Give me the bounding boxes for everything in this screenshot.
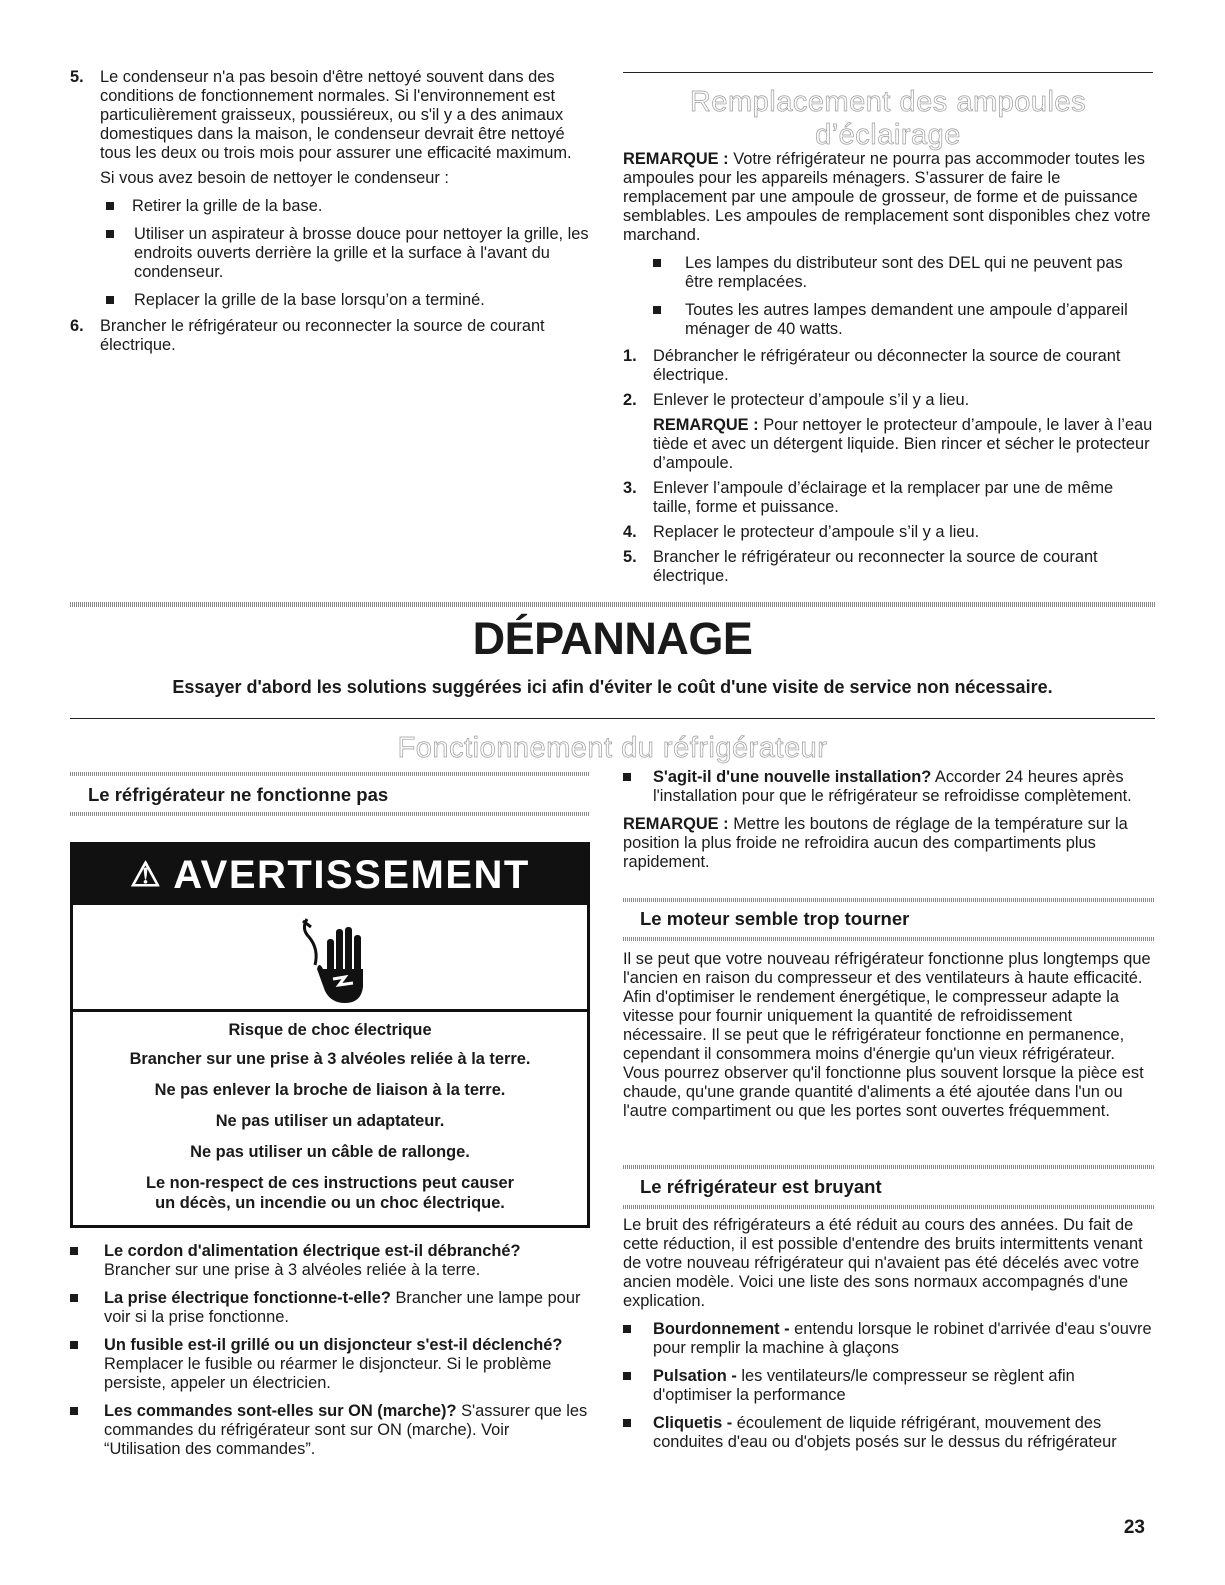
hatched-divider: [623, 1205, 1155, 1209]
condenser-section: [70, 68, 590, 355]
step-5-subtext: Si vous avez besoin de nettoyer le condenseur :: [100, 169, 449, 187]
warning-line: Le non-respect de ces instructions peut causer: [146, 1174, 514, 1192]
warning-risk: Risque de choc électrique: [228, 1021, 432, 1039]
step-5-text: Le condenseur n'a pas besoin d'être nettoyé souvent dans des conditions de fonctionnement normales. Si l'environnement est particulièrement graisseux, poussiéreux, ou s'il y a des animaux domestiques dans la maison, le condenseur devrait être nettoyé tous les deux ou trois mois pour assurer une efficacité maximum.: [100, 68, 572, 162]
warning-separator: [73, 1009, 587, 1012]
motor-text: Il se peut que votre nouveau réfrigérateur fonctionne plus longtemps que l'ancien en raison du compresseur et des ventilateurs à haute efficacité. Afin d'optimiser le rendement énergétique, le compresseur adapte la vitesse pour fournir uniquement la quantité de refroidissement nécessaire. Il se peut que le réfrigérateur fonctionne en permanence, cependant il consommera moins d'énergie qu'un vieux réfrigérateur. Vous pourrez observer qu'il fonctionne plus souvent lorsque la pièce est chaude, qu'une grande quantité d'aliments a été ajoutée dans l'un ou l'autre compartiment ou que les portes sont ouvertes fréquemment.: [623, 950, 1151, 1120]
bullet-icon: [106, 202, 114, 210]
bulb-step-3: 3. Enlever l’ampoule d’éclairage et la remplacer par une de même taille, forme et puissance.: [623, 479, 1114, 516]
hatched-divider: [623, 1165, 1155, 1169]
bullet-icon: [70, 1407, 78, 1415]
list-item: Utiliser un aspirateur à brosse douce pour nettoyer la grille, les endroits ouverts derrière la grille et la surface à l'avant du condenseur.: [100, 225, 590, 282]
warning-line: Ne pas utiliser un adaptateur.: [215, 1112, 445, 1130]
electric-shock-hand-icon: [297, 913, 373, 1005]
bulb-step-1: 1. Débrancher le réfrigérateur ou déconnecter la source de courant électrique.: [623, 347, 1121, 384]
motor-heading: Le moteur semble trop tourner: [640, 908, 910, 929]
not-working-questions: [70, 1242, 590, 1459]
list-item: Bourdonnement - entendu lorsque le robinet d'arrivée d'eau s'ouvre pour remplir la machine à glaçons: [623, 1320, 1153, 1358]
hatched-divider: [623, 937, 1155, 941]
page-number: 23: [1123, 1517, 1145, 1538]
bullet-icon: [623, 1325, 631, 1333]
list-item: S'agit-il d'une nouvelle installation? Accorder 24 heures après l'installation pour que le réfrigérateur se refroidisse complètement.: [623, 768, 1153, 806]
list-item: Pulsation - les ventilateurs/le compresseur se règlent afin d'optimiser la performance: [623, 1367, 1153, 1405]
section-title: Fonctionnement du réfrigérateur: [397, 732, 828, 764]
bullet-icon: [623, 1372, 631, 1380]
warning-line: Brancher sur une prise à 3 alvéoles reliée à la terre.: [129, 1050, 531, 1068]
new-install-block: [623, 768, 1153, 872]
page-title: DÉPANNAGE: [472, 613, 753, 664]
list-item: Retirer la grille de la base.: [100, 197, 620, 216]
bullet-icon: [106, 230, 114, 238]
hatched-divider: [70, 772, 590, 776]
noisy-section: [623, 1216, 1153, 1452]
step-6: 6. Brancher le réfrigérateur ou reconnecter la source de courant électrique.: [70, 317, 545, 354]
bullet-icon: [106, 296, 114, 304]
bulb-section: [623, 150, 1153, 586]
page-subtitle: Essayer d'abord les solutions suggérées ici afin d'éviter le coût d'une visite de service non nécessaire.: [172, 677, 1053, 697]
list-item: Les commandes sont-elles sur ON (marche)? S'assurer que les commandes du réfrigérateur sont sur ON (marche). Voir “Utilisation des commandes”.: [70, 1402, 590, 1459]
warning-box: [70, 842, 590, 1228]
hatched-divider: [70, 602, 1155, 607]
hatched-divider: [623, 898, 1155, 902]
list-item: Les lampes du distributeur sont des DEL qui ne peuvent pas être remplacées.: [623, 254, 1153, 292]
bulb-step-2: 2. Enlever le protecteur d’ampoule s’il y a lieu. REMARQUE : Pour nettoyer le protecteur d’ampoule, le laver à l’eau tiède et avec un détergent liquide. Bien rincer et sécher le protecteur d’ampoule.: [623, 391, 1153, 472]
warning-line: Ne pas utiliser un câble de rallonge.: [190, 1143, 470, 1161]
bulb-step-2-note: REMARQUE : Pour nettoyer le protecteur d’ampoule, le laver à l’eau tiède et avec un détergent liquide. Bien rincer et sécher le protecteur d’ampoule.: [653, 416, 1153, 472]
temperature-note: REMARQUE : Mettre les boutons de réglage de la température sur la position la plus froide ne refroidira aucun des compartiments plus rapidement.: [623, 815, 1128, 871]
not-working-heading: Le réfrigérateur ne fonctionne pas: [88, 784, 389, 805]
bullet-icon: [623, 1419, 631, 1427]
bulb-note: REMARQUE : Votre réfrigérateur ne pourra pas accommoder toutes les ampoules pour les appareils ménagers. S’assurer de faire le remplacement par une ampoule de grosseur, de forme et de puissance semblables. Les ampoules de remplacement sont disponibles chez votre marchand.: [623, 150, 1151, 244]
list-item: Toutes les autres lampes demandent une ampoule d’appareil ménager de 40 watts.: [623, 301, 1153, 339]
step-5: 5. Le condenseur n'a pas besoin d'être nettoyé souvent dans des conditions de fonctionnement normales. Si l'environnement est particulièrement graisseux, poussiéreux, ou s'il y a des animaux domestiques dans la maison, le condenseur devrait être nettoyé tous les deux ou trois mois pour assurer une efficacité maximum. Si vous avez besoin de nettoyer le condenseur : Retirer la grille de la base. Utiliser un aspirateur à brosse douce pour nettoyer la grille, les endroits ouverts derrière la grille et la surface à l'avant du condenseur. Replacer la grille de la base lorsqu’on a terminé.: [70, 68, 590, 310]
bullet-icon: [70, 1294, 78, 1302]
section-rule: [623, 72, 1153, 73]
warning-triangle-icon: ⚠: [130, 856, 163, 894]
hatched-divider: [70, 812, 590, 816]
noisy-heading: Le réfrigérateur est bruyant: [640, 1176, 882, 1197]
list-item: Le cordon d'alimentation électrique est-il débranché? Brancher sur une prise à 3 alvéoles reliée à la terre.: [70, 1242, 590, 1280]
bullet-icon: [70, 1341, 78, 1349]
warning-line: Ne pas enlever la broche de liaison à la terre.: [154, 1081, 506, 1099]
bulb-step-5: 5. Brancher le réfrigérateur ou reconnecter la source de courant électrique.: [623, 548, 1098, 585]
bullet-icon: [70, 1247, 78, 1255]
bullet-icon: [653, 259, 661, 267]
list-item: Replacer la grille de la base lorsqu’on a terminé.: [100, 291, 590, 310]
noisy-text: Le bruit des réfrigérateurs a été réduit au cours des années. Du fait de cette réduction, il est possible d'entendre des bruits intermittents venant de votre nouveau réfrigérateur qui n'avaient pas été décelés avec votre ancien modèle. Voici une liste des sons normaux accompagnés d'une explication.: [623, 1216, 1143, 1310]
list-item: Cliquetis - écoulement de liquide réfrigérant, mouvement des conduites d'eau ou d'objets posés sur le dessus du réfrigérateur: [623, 1414, 1153, 1452]
bullet-icon: [653, 306, 661, 314]
warning-band: ⚠ AVERTISSEMENT: [73, 845, 587, 905]
list-item: La prise électrique fonctionne-t-elle? Brancher une lampe pour voir si la prise fonctionne.: [70, 1289, 590, 1327]
bulb-section-title: Remplacement des ampoules d’éclairage: [689, 86, 1087, 151]
list-item: Un fusible est-il grillé ou un disjoncteur s'est-il déclenché? Remplacer le fusible ou réarmer le disjoncteur. Si le problème persiste, appeler un électricien.: [70, 1336, 590, 1393]
bullet-icon: [623, 773, 631, 781]
warning-line: un décès, un incendie ou un choc électrique.: [155, 1194, 505, 1212]
bulb-step-4: 4. Replacer le protecteur d’ampoule s’il y a lieu.: [623, 523, 980, 541]
section-rule: [70, 718, 1155, 719]
